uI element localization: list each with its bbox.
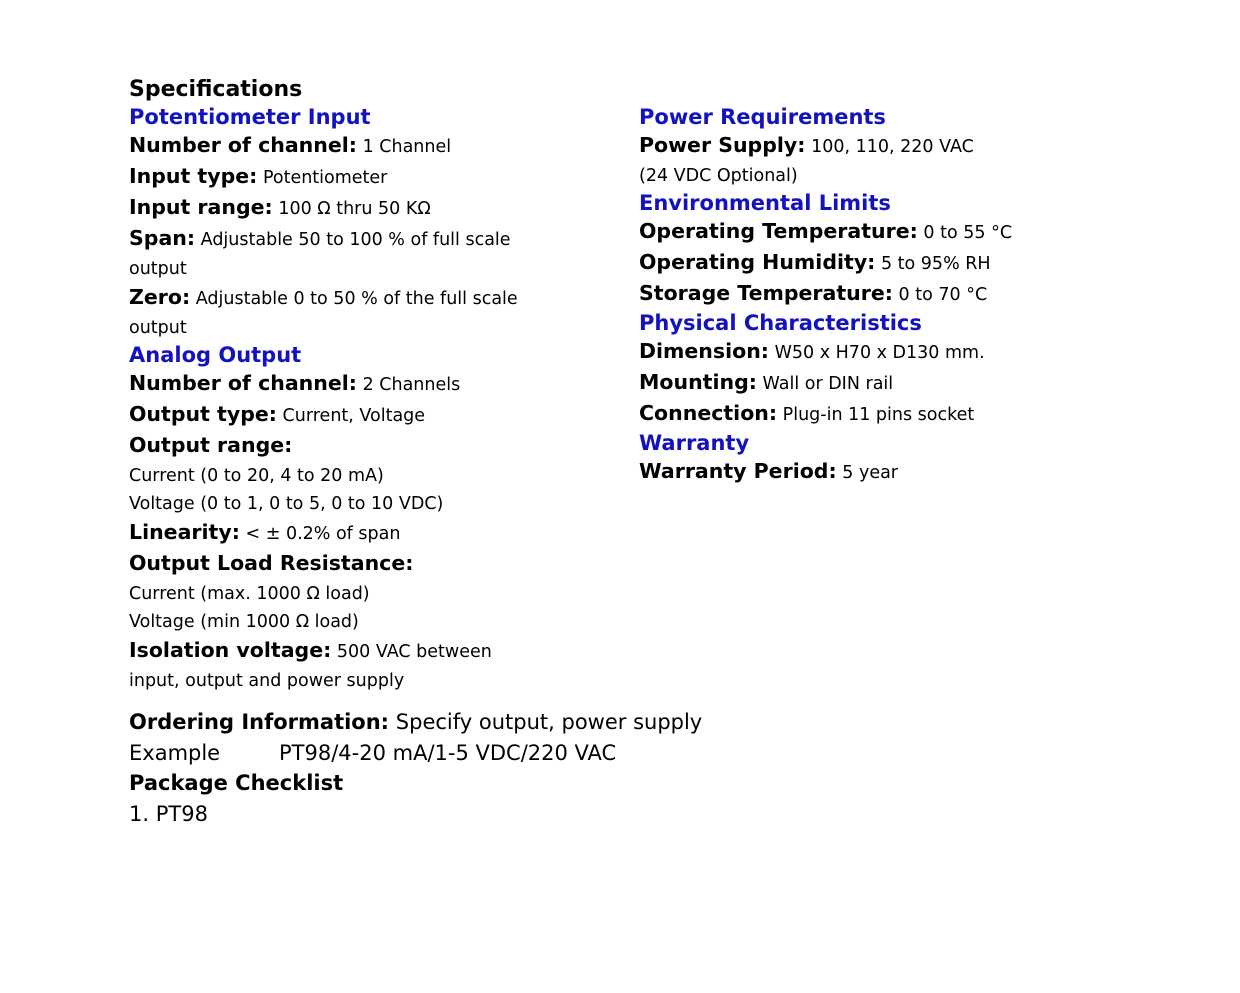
- spec-power-supply-continuation: (24 VDC Optional): [639, 166, 798, 186]
- ordering-example: [129, 738, 1029, 769]
- ordering-information: [129, 707, 1029, 738]
- spec-label: Input range:: [129, 195, 273, 219]
- section-heading-analog-output: Analog Output: [129, 343, 302, 367]
- section-heading-power-requirements: Power Requirements: [639, 105, 886, 129]
- spec-zero: [129, 283, 569, 314]
- spec-input-type: [129, 162, 569, 193]
- spec-label: Operating Humidity:: [639, 250, 876, 274]
- spec-label: Number of channel:: [129, 133, 357, 157]
- spec-zero-continuation: output: [129, 318, 187, 338]
- spec-label: Isolation voltage:: [129, 638, 332, 662]
- spec-label: Connection:: [639, 401, 778, 425]
- spec-connection: [639, 399, 1079, 430]
- spec-value: 2 Channels: [362, 375, 461, 395]
- spec-value: Plug-in 11 pins socket: [782, 405, 975, 425]
- spec-value: 5 to 95% RH: [880, 254, 991, 274]
- spec-value: < ± 0.2% of span: [245, 524, 401, 544]
- spec-label: Output Load Resistance:: [129, 551, 414, 575]
- spec-value: 100, 110, 220 VAC: [811, 137, 974, 157]
- spec-operating-temperature: [639, 217, 1079, 248]
- spec-power-supply: [639, 131, 1079, 162]
- spec-label: Zero:: [129, 285, 191, 309]
- spec-label: Output type:: [129, 402, 277, 426]
- spec-output-range-voltage: Voltage (0 to 1, 0 to 5, 0 to 10 VDC): [129, 494, 444, 514]
- spec-input-range: [129, 193, 569, 224]
- spec-output-load-resistance: [129, 549, 569, 580]
- spec-label: Span:: [129, 226, 196, 250]
- spec-span-continuation: output: [129, 259, 187, 279]
- spec-output-type: [129, 400, 569, 431]
- spec-output-range-current: Current (0 to 20, 4 to 20 mA): [129, 466, 384, 486]
- spec-load-resistance-current: Current (max. 1000 Ω load): [129, 584, 370, 604]
- spec-span: [129, 224, 569, 255]
- spec-value: 5 year: [842, 463, 899, 483]
- spec-label: Input type:: [129, 164, 258, 188]
- spec-load-resistance-voltage: Voltage (min 1000 Ω load): [129, 612, 359, 632]
- checklist-item: 1. PT98: [129, 801, 208, 826]
- spec-label: Dimension:: [639, 339, 770, 363]
- page-title: Specifications: [129, 77, 303, 102]
- spec-value: W50 x H70 x D130 mm.: [774, 343, 985, 363]
- section-heading-potentiometer-input: Potentiometer Input: [129, 105, 371, 129]
- spec-value: 1 Channel: [362, 137, 452, 157]
- spec-value: 500 VAC between: [336, 642, 492, 662]
- spec-value: Adjustable 50 to 100 % of full scale: [200, 230, 511, 250]
- spec-storage-temperature: [639, 279, 1079, 310]
- section-heading-physical-characteristics: Physical Characteristics: [639, 311, 922, 335]
- spec-value: 0 to 55 °C: [923, 223, 1013, 243]
- spec-label: Storage Temperature:: [639, 281, 893, 305]
- spec-isolation-voltage-continuation: input, output and power supply: [129, 671, 405, 691]
- section-heading-warranty: Warranty: [639, 431, 750, 455]
- spec-linearity: [129, 518, 569, 549]
- spec-operating-humidity: [639, 248, 1079, 279]
- spec-number-of-output-channels: [129, 369, 569, 400]
- spec-value: Adjustable 0 to 50 % of the full scale: [195, 289, 518, 309]
- spec-value: Potentiometer: [262, 168, 388, 188]
- spec-label: Operating Temperature:: [639, 219, 918, 243]
- section-heading-environmental-limits: Environmental Limits: [639, 191, 891, 215]
- spec-label: Number of channel:: [129, 371, 357, 395]
- spec-number-of-input-channels: [129, 131, 569, 162]
- package-checklist-heading: Package Checklist: [129, 771, 344, 795]
- spec-dimension: [639, 337, 1079, 368]
- ordering-section: [129, 707, 1029, 829]
- right-column: [639, 104, 1079, 488]
- spec-value: Wall or DIN rail: [762, 374, 894, 394]
- spec-output-range: [129, 431, 569, 462]
- spec-warranty-period: [639, 457, 1079, 488]
- example-label: Example: [129, 740, 221, 765]
- left-column: [129, 104, 569, 695]
- example-value: PT98/4-20 mA/1-5 VDC/220 VAC: [279, 740, 617, 765]
- spec-value: 0 to 70 °C: [898, 285, 988, 305]
- spec-value: Current, Voltage: [282, 406, 426, 426]
- spec-label: Linearity:: [129, 520, 240, 544]
- spec-label: Mounting:: [639, 370, 757, 394]
- ordering-label: Ordering Information:: [129, 710, 390, 734]
- spec-label: Power Supply:: [639, 133, 806, 157]
- ordering-value: Specify output, power supply: [395, 710, 703, 734]
- spec-isolation-voltage: [129, 636, 569, 667]
- spec-value: 100 Ω thru 50 KΩ: [278, 199, 431, 219]
- spec-label: Warranty Period:: [639, 459, 837, 483]
- spec-label: Output range:: [129, 433, 293, 457]
- spec-mounting: [639, 368, 1079, 399]
